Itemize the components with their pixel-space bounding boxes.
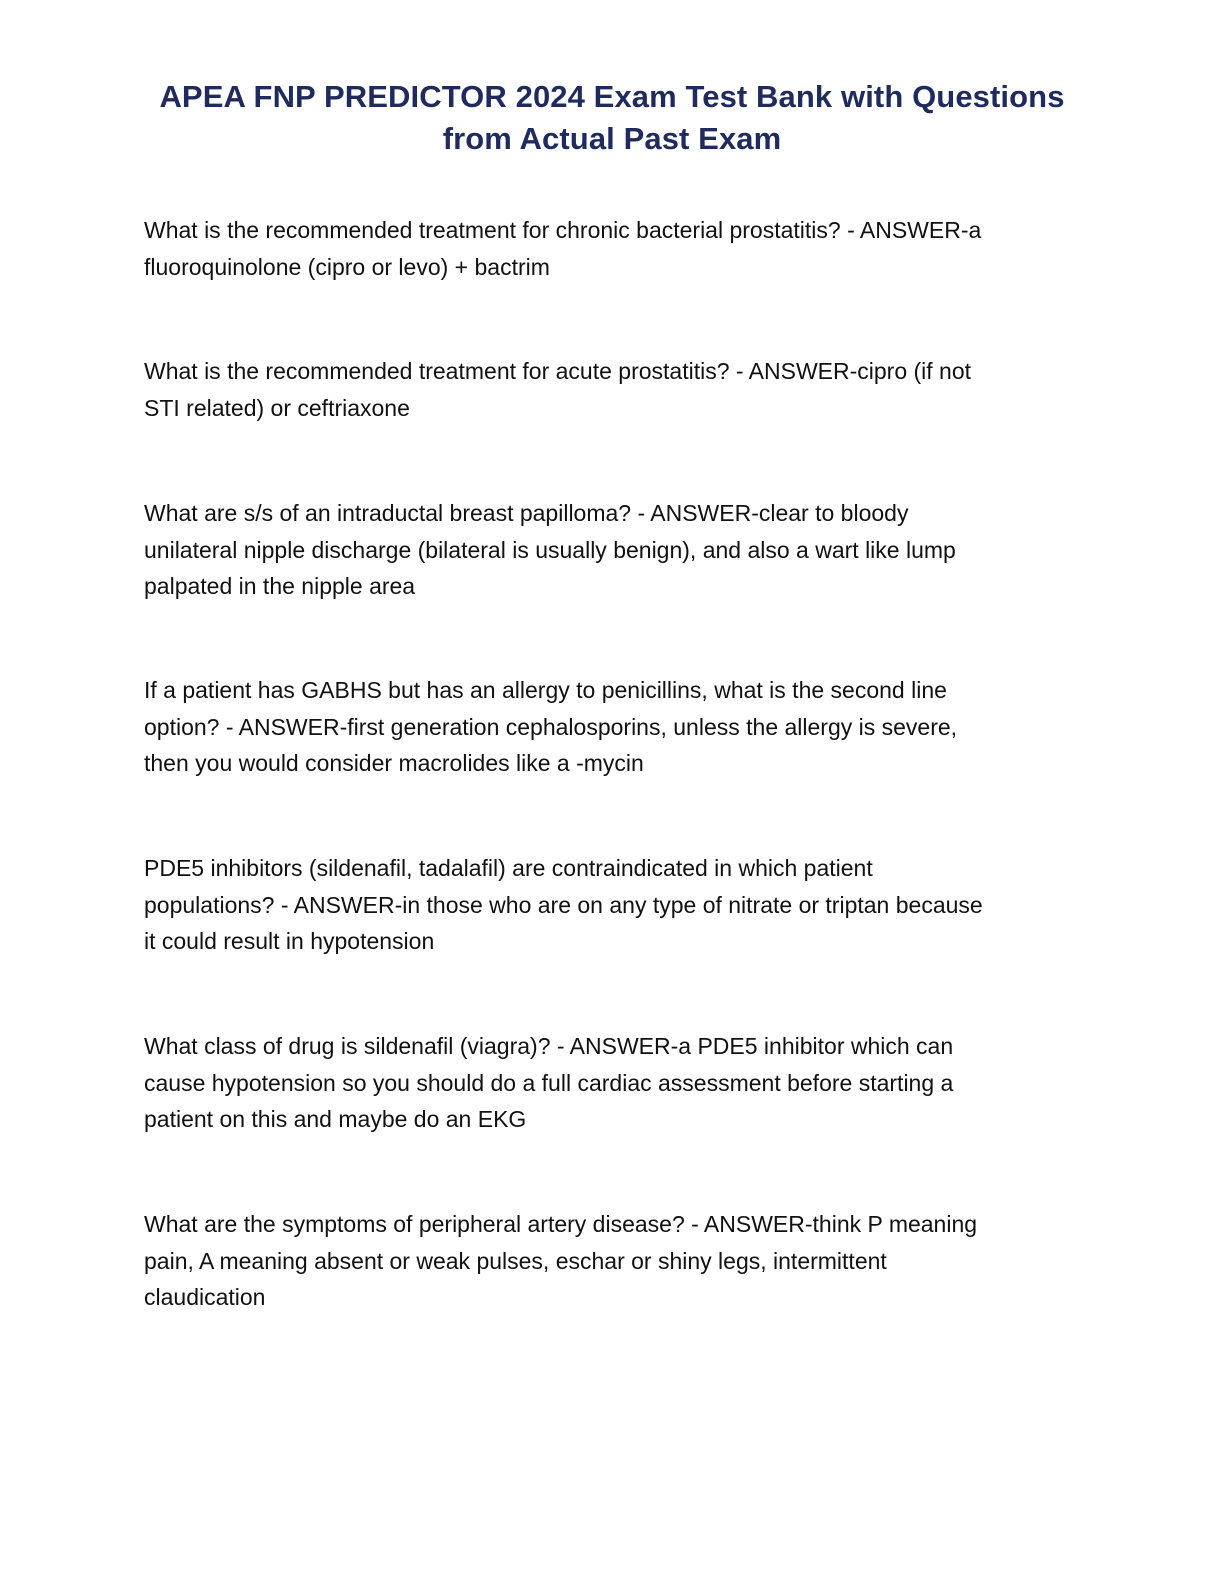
document-title — [120, 76, 1104, 160]
qa-line: What are the symptoms of peripheral artery disease? - ANSWER-think P meaning — [144, 1211, 978, 1237]
qa-line: claudication — [144, 1284, 266, 1310]
document-title-line: from Actual Past Exam — [442, 121, 782, 156]
qa-line: If a patient has GABHS but has an allergy to penicillins, what is the second line — [144, 677, 947, 703]
qa-line: STI related) or ceftriaxone — [144, 394, 410, 421]
qa-line: option? - ANSWER-first generation cephalosporins, unless the allergy is severe, — [144, 713, 958, 740]
document-title-line: APEA FNP PREDICTOR 2024 Exam Test Bank with Questions — [159, 79, 1065, 114]
qa-line: cause hypotension so you should do a full cardiac assessment before starting a — [144, 1069, 954, 1096]
qa-line: patient on this and maybe do an EKG — [144, 1106, 527, 1132]
qa-line: palpated in the nipple area — [144, 573, 416, 599]
qa-line: unilateral nipple discharge (bilateral is usually benign), and also a wart like lump — [144, 536, 956, 563]
qa-line: then you would consider macrolides like a -mycin — [144, 750, 644, 776]
qa-entry-pde5-contraindications — [144, 850, 1104, 960]
qa-line: What class of drug is sildenafil (viagra)? - ANSWER-a PDE5 inhibitor which can — [144, 1033, 954, 1059]
qa-line: What is the recommended treatment for acute prostatitis? - ANSWER-cipro (if not — [144, 358, 972, 384]
qa-line: PDE5 inhibitors (sildenafil, tadalafil) are contraindicated in which patient — [144, 855, 873, 881]
qa-entry-chronic-prostatitis — [144, 212, 1104, 285]
qa-entry-sildenafil-class — [144, 1028, 1104, 1138]
qa-entry-acute-prostatitis — [144, 353, 1104, 426]
qa-line: populations? - ANSWER-in those who are on any type of nitrate or triptan because — [144, 891, 983, 918]
qa-entry-gabhs-allergy — [144, 672, 1104, 782]
qa-entry-breast-papilloma — [144, 495, 1104, 605]
qa-entry-peripheral-artery-disease — [144, 1206, 1104, 1316]
qa-line: it could result in hypotension — [144, 928, 435, 954]
qa-line: fluoroquinolone (cipro or levo) + bactrim — [144, 253, 550, 280]
qa-line: What are s/s of an intraductal breast papilloma? - ANSWER-clear to bloody — [144, 500, 909, 526]
qa-line: What is the recommended treatment for chronic bacterial prostatitis? - ANSWER-a — [144, 217, 982, 243]
qa-line: pain, A meaning absent or weak pulses, eschar or shiny legs, intermittent — [144, 1247, 887, 1274]
